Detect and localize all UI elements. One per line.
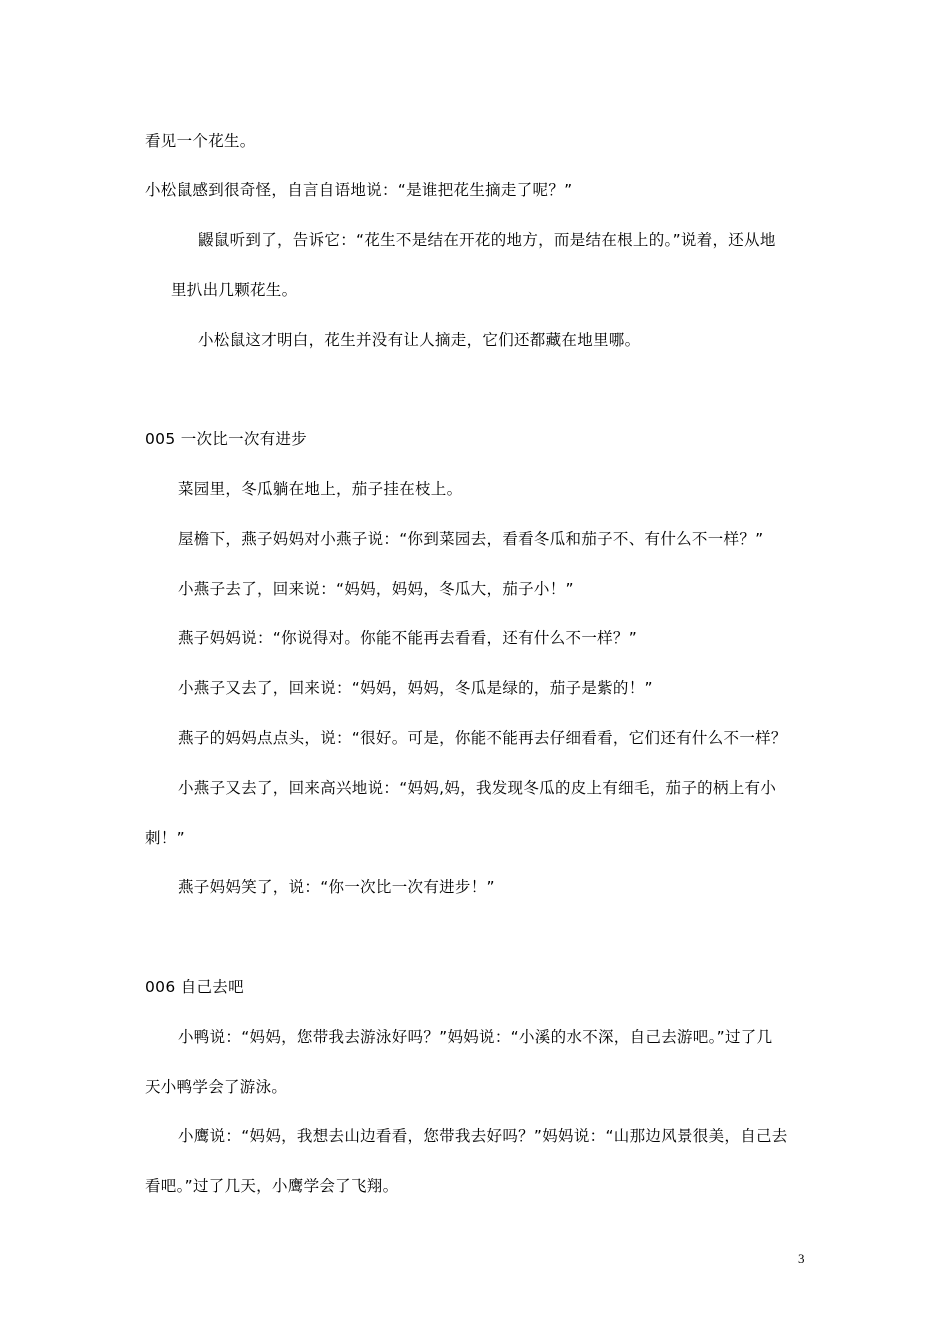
paragraph-line: 小鹰说：“妈妈，我想去山边看看，您带我去好吗？”妈妈说：“山那边风景很美，自己去 bbox=[178, 1127, 788, 1145]
paragraph-line: 小燕子又去了，回来高兴地说：“妈妈,妈，我发现冬瓜的皮上有细毛，茄子的柄上有小 bbox=[178, 779, 777, 797]
paragraph-line: 燕子的妈妈点点头，说：“很好。可是，你能不能再去仔细看看，它们还有什么不一样？ bbox=[178, 729, 787, 747]
paragraph-line: 看吧。”过了几天，小鹰学会了飞翔。 bbox=[145, 1177, 399, 1195]
paragraph-line: 屋檐下，燕子妈妈对小燕子说：“你到菜园去，看看冬瓜和茄子不、有什么不一样？” bbox=[178, 530, 764, 548]
paragraph-line: 小燕子去了，回来说：“妈妈，妈妈，冬瓜大，茄子小！” bbox=[178, 580, 574, 598]
paragraph-line: 小鸭说：“妈妈，您带我去游泳好吗？”妈妈说：“小溪的水不深，自己去游吧。”过了几 bbox=[178, 1028, 773, 1046]
paragraph-line: 燕子妈妈笑了，说：“你一次比一次有进步！” bbox=[178, 878, 495, 896]
paragraph-line: 刺！” bbox=[145, 829, 185, 847]
paragraph-line: 小松鼠感到很奇怪，自言自语地说：“是谁把花生摘走了呢？” bbox=[145, 181, 573, 199]
story-title: 005 一次比一次有进步 bbox=[145, 430, 308, 448]
paragraph-line: 小燕子又去了，回来说：“妈妈，妈妈，冬瓜是绿的，茄子是紫的！” bbox=[178, 679, 653, 697]
paragraph-line: 鼹鼠听到了，告诉它：“花生不是结在开花的地方，而是结在根上的。”说着，还从地 bbox=[198, 231, 776, 249]
story-title: 006 自己去吧 bbox=[145, 978, 244, 996]
paragraph-line: 里扒出几颗花生。 bbox=[171, 281, 298, 299]
paragraph-line: 菜园里，冬瓜躺在地上，茄子挂在枝上。 bbox=[178, 480, 463, 498]
paragraph-line: 看见一个花生。 bbox=[145, 132, 256, 150]
page-number: 3 bbox=[798, 1251, 805, 1266]
paragraph-line: 天小鸭学会了游泳。 bbox=[145, 1078, 288, 1096]
paragraph-line: 燕子妈妈说：“你说得对。你能不能再去看看，还有什么不一样？” bbox=[178, 629, 638, 647]
paragraph-line: 小松鼠这才明白，花生并没有让人摘走，它们还都藏在地里哪。 bbox=[198, 331, 641, 349]
